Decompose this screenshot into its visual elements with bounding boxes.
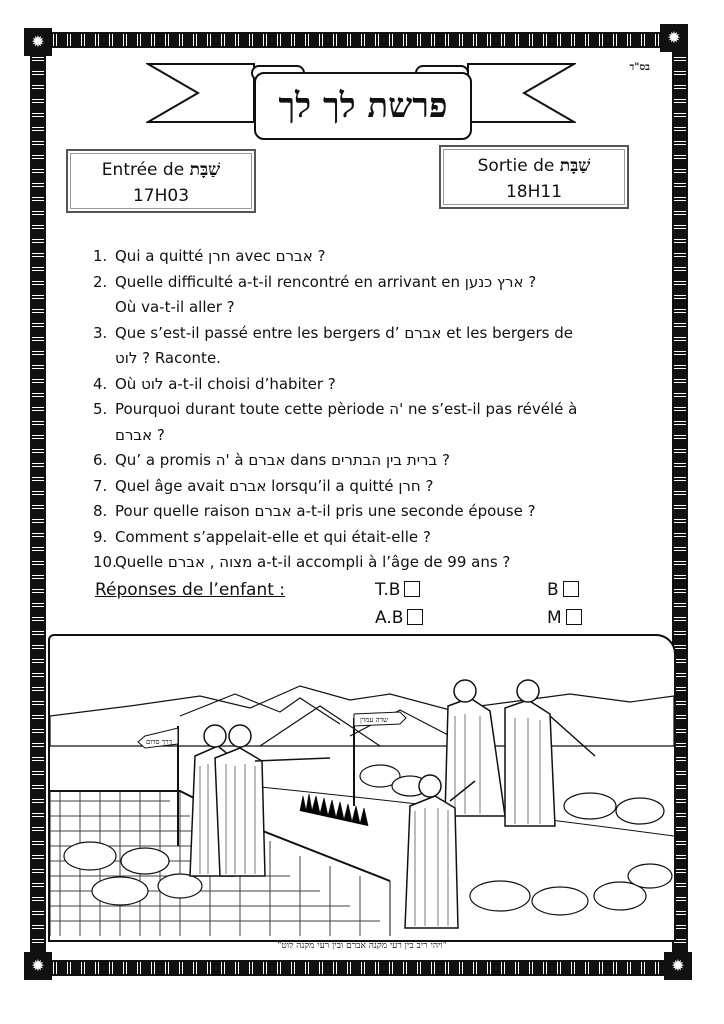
border-top <box>40 32 672 48</box>
exit-time: 18H11 <box>505 182 563 202</box>
question-item: 2. Quelle difficulté a-t-il rencontré en arrivant en ארץ כנען ? <box>93 272 537 291</box>
parasha-title: פרשת לך לך <box>254 72 472 140</box>
question-item: 3. Que s’est-il passé entre les bergers d’ אברם et les bergers de <box>93 323 573 342</box>
corner-ornament-icon: ✹ <box>660 24 688 52</box>
question-item: 9. Comment s’appelait-elle et qui était-elle ? <box>93 527 431 546</box>
answers-label: Réponses de l’enfant : <box>95 580 286 600</box>
entry-time: 17H03 <box>132 186 190 206</box>
grade-b: B <box>547 580 579 600</box>
corner-ornament-icon: ✹ <box>664 952 692 980</box>
bsd-mark: בס"ד <box>629 62 650 73</box>
border-left <box>30 44 46 960</box>
question-continuation: Où va-t-il aller ? <box>115 298 235 316</box>
question-item: 1. Qui a quitté חרן avec אברם ? <box>93 247 326 265</box>
grade-ab: A.B <box>375 608 423 628</box>
grade-checkbox[interactable] <box>563 581 579 597</box>
grade-checkbox[interactable] <box>566 609 582 625</box>
question-list <box>93 244 633 576</box>
question-item: 8. Pour quelle raison אברם a-t-il pris une seconde épouse ? <box>93 502 536 520</box>
exit-hebrew: שַׁבָּת <box>559 156 591 176</box>
illustration-caption: "ויהי ריב בין רעי מקנה אברם ובין רעי מקנה לוט" <box>277 941 447 951</box>
sign-left-text: דרך סדום <box>146 738 172 746</box>
border-bottom <box>40 960 672 976</box>
shepherds-scene <box>50 636 674 940</box>
grade-checkbox[interactable] <box>407 609 423 625</box>
sign-right-text: שדה עמרן <box>360 716 388 724</box>
question-item: 7. Quel âge avait אברם lorsqu’il a quitté חרן ? <box>93 476 434 495</box>
exit-label: Sortie de <box>477 156 555 176</box>
question-item: 4. Où לוט a-t-il choisi d’habiter ? <box>93 374 336 393</box>
corner-ornament-icon: ✹ <box>24 28 52 56</box>
corner-ornament-icon: ✹ <box>24 952 52 980</box>
shepherds-illustration <box>48 634 676 942</box>
entry-hebrew: שַׁבָּת <box>189 160 221 180</box>
grade-m: M <box>547 608 582 628</box>
question-item: 6. Qu’ a promis ה' à אברם dans ברית בין הבתרים ? <box>93 451 450 469</box>
question-continuation: לוט ? Raconte. <box>115 349 221 367</box>
grade-tb: T.B <box>375 580 420 600</box>
shabbat-entry-box <box>66 149 256 213</box>
question-item: 5. Pourquoi durant toute cette pèriode ה' ne s’est-il pas révélé à <box>93 400 578 418</box>
question-continuation: אברם ? <box>115 425 165 444</box>
grade-checkbox[interactable] <box>404 581 420 597</box>
shabbat-exit-box <box>439 145 629 209</box>
entry-label: Entrée de <box>101 160 185 180</box>
question-item: 10.Quelle מצוה , אברם a-t-il accompli à l’âge de 99 ans ? <box>93 553 511 571</box>
